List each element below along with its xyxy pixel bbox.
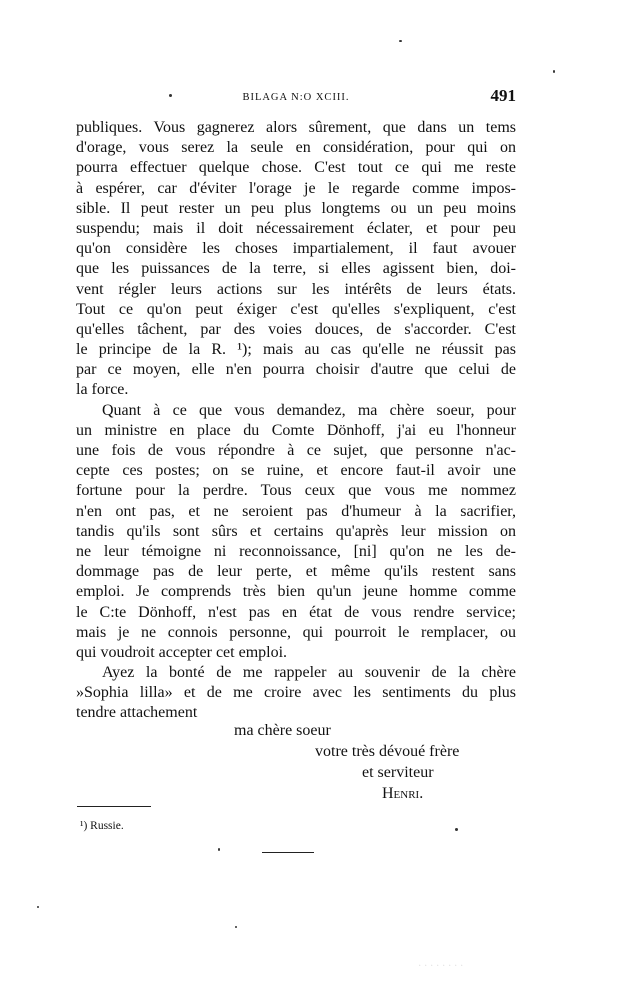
text-line: tandis qu'ils sont sûrs et certains qu'après leur mission on <box>76 522 516 540</box>
footnote-divider <box>77 806 151 807</box>
text-line: emploi. Je comprends très bien qu'un jeune homme comme <box>76 583 516 601</box>
text-line: à espérer, car d'éviter l'orage je le regarde comme impos- <box>76 179 516 197</box>
footnote: ¹) Russie. <box>80 820 124 832</box>
page-number: 491 <box>490 86 516 105</box>
text-line: le C:te Dönhoff, n'est pas en état de vous rendre service; <box>76 603 516 621</box>
paper-speck <box>169 94 172 97</box>
text-line: mais je ne connois personne, qui pourroit le remplacer, ou <box>76 623 516 641</box>
paper-speck <box>553 70 555 73</box>
running-head: BILAGA N:O XCIII. <box>242 92 350 103</box>
text-line: n'en ont pas, et ne seroient pas d'humeur à la sacrifier, <box>76 502 516 520</box>
paper-speck <box>218 848 220 851</box>
letter-body <box>76 118 516 724</box>
paragraph-start-line: Ayez la bonté de me rappeler au souvenir de la chère <box>102 664 516 682</box>
text-line: cepte ces postes; on se ruine, et encore faut-il avoir une <box>76 462 516 480</box>
text-line: ne leur témoigne ni reconnoissance, [ni] qu'on ne les de- <box>76 542 516 560</box>
text-line: publiques. Vous gagnerez alors sûrement, que dans un tems <box>76 119 516 136</box>
text-line: le principe de la R. ¹); mais au cas qu'elle ne réussit pas <box>76 341 516 359</box>
end-rule <box>262 852 314 853</box>
text-line: par ce moyen, elle n'en pourra choisir d'autre que celui de <box>76 361 516 379</box>
text-line: »Sophia lilla» et de me croire avec les sentiments du plus <box>76 684 516 702</box>
text-line: pourra effectuer quelque chose. C'est tout ce qui me reste <box>76 159 516 177</box>
text-line: fortune pour la perdre. Tous ceux que vous me nommez <box>76 482 516 500</box>
text-line: d'orage, vous serez la seule en considération, pour qui on <box>76 139 516 157</box>
text-line: la force. <box>76 381 129 399</box>
text-line: un ministre en place du Comte Dönhoff, j'ai eu l'honneur <box>76 421 516 439</box>
paper-speck <box>399 40 402 42</box>
text-line: une fois de vous répondre à ce sujet, que personne n'ac- <box>76 442 516 459</box>
text-line: Tout ce qu'on peut éxiger c'est qu'elles s'expliquent, c'est <box>76 300 516 318</box>
closing-salutation: ma chère soeur <box>234 722 331 739</box>
text-line: tendre attachement <box>76 704 198 722</box>
signature: Henri. <box>382 785 424 802</box>
closing-line: votre très dévoué frère <box>315 743 460 760</box>
text-line: suspendu; mais il doit nécessairement éclater, et pour peu <box>76 219 516 237</box>
faint-watermark: · · · · · · · · <box>418 958 463 972</box>
text-line: qui voudroit accepter cet emploi. <box>76 643 288 661</box>
paper-speck <box>37 906 39 908</box>
closing-line: et serviteur <box>362 764 434 781</box>
paper-speck <box>235 926 237 928</box>
text-line: qu'on considère les choses impartialement, il faut avouer <box>76 240 516 258</box>
text-line: que les puissances de la terre, si elles agissent bien, doi- <box>76 260 516 278</box>
text-line: dommage pas de leur perte, et même qu'ils restent sans <box>76 563 516 581</box>
paper-speck <box>455 828 458 831</box>
text-line: qu'elles tâchent, par des voies douces, de s'accorder. C'est <box>76 320 516 338</box>
text-line: sible. Il peut rester un peu plus longtems ou un peu moins <box>76 199 516 217</box>
page-header <box>76 86 516 110</box>
paragraph-start-line: Quant à ce que vous demandez, ma chère soeur, pour <box>102 401 516 419</box>
text-line: vent régler leurs actions sur les intérêts de leurs états. <box>76 280 516 298</box>
